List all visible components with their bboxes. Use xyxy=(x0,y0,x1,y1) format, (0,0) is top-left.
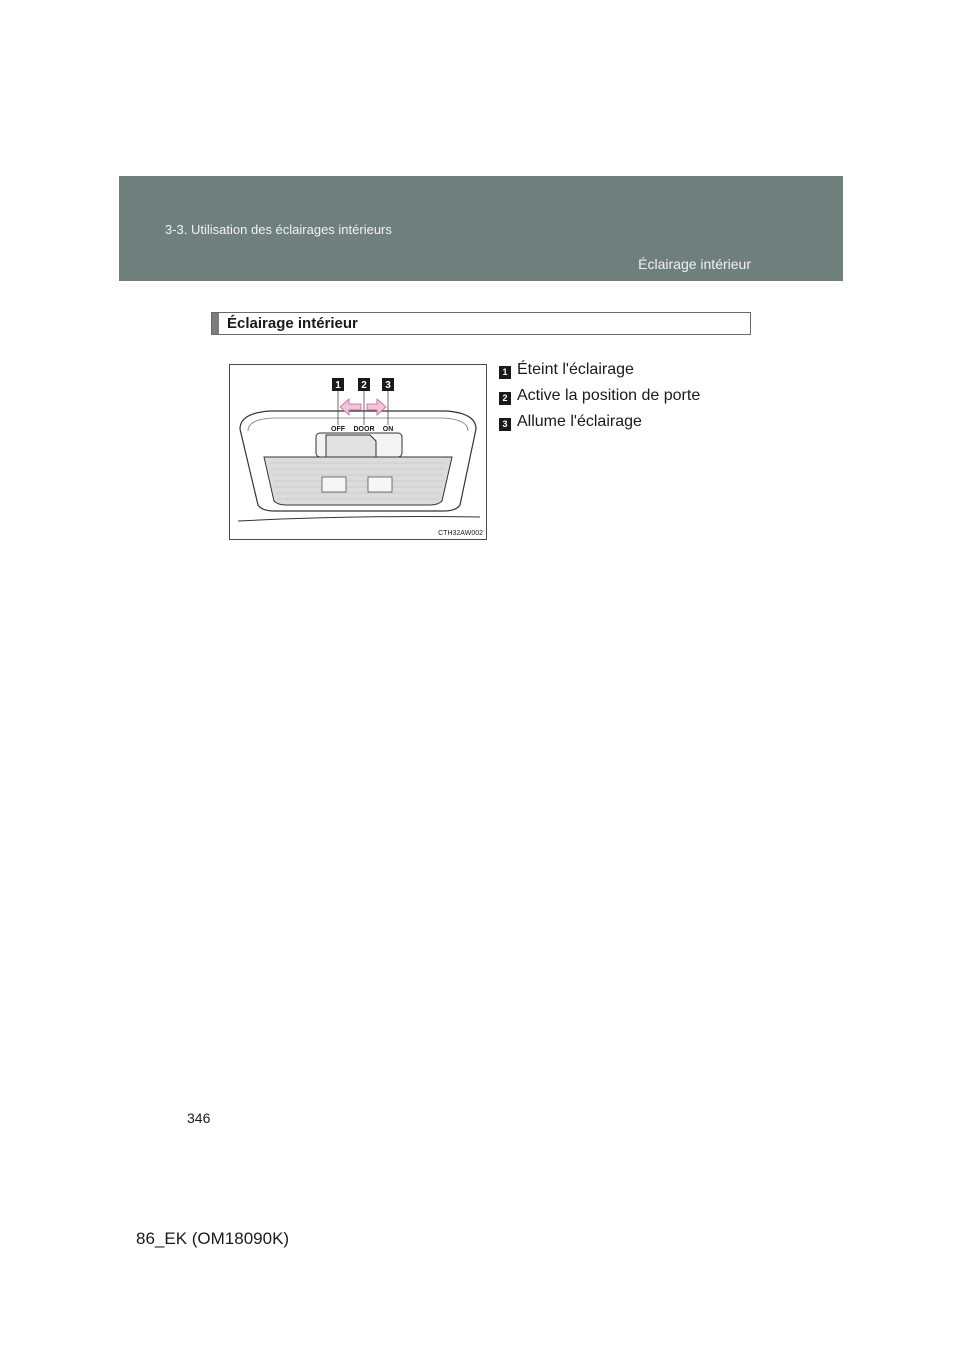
page-header xyxy=(119,176,843,281)
switch-knob xyxy=(326,435,376,457)
legend-text: Active la position de porte xyxy=(517,387,701,404)
legend-number-badge: 2 xyxy=(499,392,511,405)
section-heading-bar xyxy=(211,312,751,335)
legend-text: Allume l'éclairage xyxy=(517,413,642,430)
label-off: OFF xyxy=(331,426,345,433)
heading-accent xyxy=(212,313,219,334)
callout-2: 2 xyxy=(361,380,367,391)
legend-text: Éteint l'éclairage xyxy=(517,361,634,378)
legend-list xyxy=(499,361,799,439)
legend-number-badge: 3 xyxy=(499,418,511,431)
legend-item xyxy=(499,413,799,439)
document-code: 86_EK (OM18090K) xyxy=(136,1229,290,1248)
section-heading: Éclairage intérieur xyxy=(227,315,358,332)
bulb-right xyxy=(368,477,392,492)
bulb-left xyxy=(322,477,346,492)
label-door: DOOR xyxy=(353,426,375,433)
interior-light-illustration xyxy=(230,365,486,539)
interior-light-figure xyxy=(229,364,487,540)
page-number: 346 xyxy=(187,1110,211,1126)
label-on: ON xyxy=(382,426,394,433)
figure-code: CTH32AW002 xyxy=(438,530,483,537)
callout-1: 1 xyxy=(335,380,341,391)
legend-item xyxy=(499,361,799,387)
page-title: Éclairage intérieur xyxy=(638,256,751,272)
callout-3: 3 xyxy=(385,380,391,391)
section-breadcrumb: 3-3. Utilisation des éclairages intérieurs xyxy=(165,222,392,237)
legend-number-badge: 1 xyxy=(499,366,511,379)
ceiling-line xyxy=(238,517,480,522)
legend-item xyxy=(499,387,799,413)
